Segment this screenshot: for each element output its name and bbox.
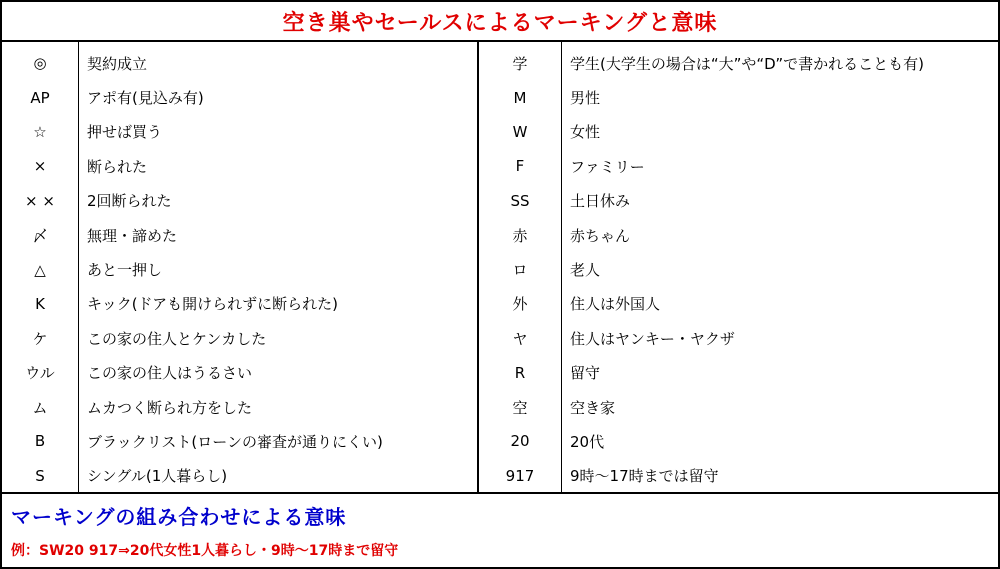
mark-meaning-left: シングル(1人暮らし) — [79, 459, 479, 493]
table-row — [2, 218, 998, 252]
mark-meaning-left: あと一押し — [79, 252, 479, 286]
mark-symbol-right: 空 — [478, 390, 562, 424]
mark-symbol-left: △ — [2, 252, 79, 286]
mark-meaning-left: この家の住人はうるさい — [79, 356, 479, 390]
marking-table — [2, 42, 998, 493]
mark-symbol-right: 外 — [478, 287, 562, 321]
mark-meaning-right: 留守 — [570, 364, 601, 383]
table-row — [2, 390, 998, 424]
mark-symbol-left: × × — [2, 184, 79, 218]
mark-meaning-left: アポ有(見込み有) — [79, 80, 479, 114]
mark-meaning-left: ブラックリスト(ローンの審査が通りにくい) — [79, 424, 479, 458]
mark-symbol-left: ウル — [2, 356, 79, 390]
mark-meaning-right: 空き家 — [570, 398, 616, 417]
mark-symbol-right: 赤 — [478, 218, 562, 252]
mark-symbol-right: ヤ — [478, 321, 562, 355]
mark-symbol-right: W — [478, 115, 562, 149]
mark-meaning-left: 押せば買う — [79, 115, 479, 149]
mark-symbol-right: 学 — [478, 42, 562, 80]
table-row — [2, 184, 998, 218]
mark-meaning-right: 土日休み — [570, 192, 631, 211]
combination-section — [2, 492, 998, 567]
mark-meaning-right: 9時～17時までは留守 — [570, 467, 719, 486]
mark-symbol-left: B — [2, 424, 79, 458]
mark-meaning-right: 老人 — [570, 261, 601, 280]
combination-example: 例：SW20 917⇒20代女性1人暮らし・9時～17時まで留守 — [11, 543, 399, 559]
mark-meaning-left: 断られた — [79, 149, 479, 183]
mark-symbol-right: M — [478, 80, 562, 114]
mark-symbol-right: F — [478, 149, 562, 183]
mark-symbol-left: AP — [2, 80, 79, 114]
mark-meaning-right: 赤ちゃん — [570, 226, 631, 245]
mark-meaning-right: 住人は外国人 — [570, 295, 661, 314]
table-row — [2, 356, 998, 390]
mark-symbol-left: × — [2, 149, 79, 183]
table-row — [2, 80, 998, 114]
mark-symbol-left: K — [2, 287, 79, 321]
mark-meaning-left: ムカつく断られ方をした — [79, 390, 479, 424]
table-row — [2, 42, 998, 80]
mark-symbol-left: ◎ — [2, 42, 79, 80]
mark-symbol-right: SS — [478, 184, 562, 218]
mark-symbol-right: 20 — [478, 424, 562, 458]
mark-meaning-left: キック(ドアも開けられずに断られた) — [79, 287, 479, 321]
mark-meaning-left: 2回断られた — [79, 184, 479, 218]
table-row — [2, 459, 998, 493]
mark-symbol-left: ケ — [2, 321, 79, 355]
mark-meaning-right: 男性 — [570, 89, 601, 108]
mark-meaning-right: 住人はヤンキー・ヤクザ — [570, 329, 735, 348]
mark-meaning-right: 女性 — [570, 123, 601, 142]
mark-meaning-right: ファミリー — [570, 157, 645, 176]
mark-symbol-right: R — [478, 356, 562, 390]
combination-title: マーキングの組み合わせによる意味 — [11, 505, 347, 529]
table-row — [2, 321, 998, 355]
mark-symbol-right: ロ — [478, 252, 562, 286]
table-row — [2, 287, 998, 321]
mark-symbol-right: 917 — [478, 459, 562, 493]
mark-symbol-left: 〆 — [2, 218, 79, 252]
table-row — [2, 252, 998, 286]
mark-symbol-left: S — [2, 459, 79, 493]
mark-meaning-right: 20代 — [570, 432, 605, 451]
page-title: 空き巣やセールスによるマーキングと意味 — [2, 2, 998, 42]
mark-meaning-right: 学生(大学生の場合は“大”や“D”で書かれることも有) — [570, 54, 924, 73]
table-row — [2, 424, 998, 458]
mark-meaning-left: この家の住人とケンカした — [79, 321, 479, 355]
mark-symbol-left: ム — [2, 390, 79, 424]
mark-meaning-left: 契約成立 — [79, 42, 479, 80]
table-row — [2, 149, 998, 183]
mark-symbol-left: ☆ — [2, 115, 79, 149]
table-row — [2, 115, 998, 149]
mark-meaning-left: 無理・諦めた — [79, 218, 479, 252]
